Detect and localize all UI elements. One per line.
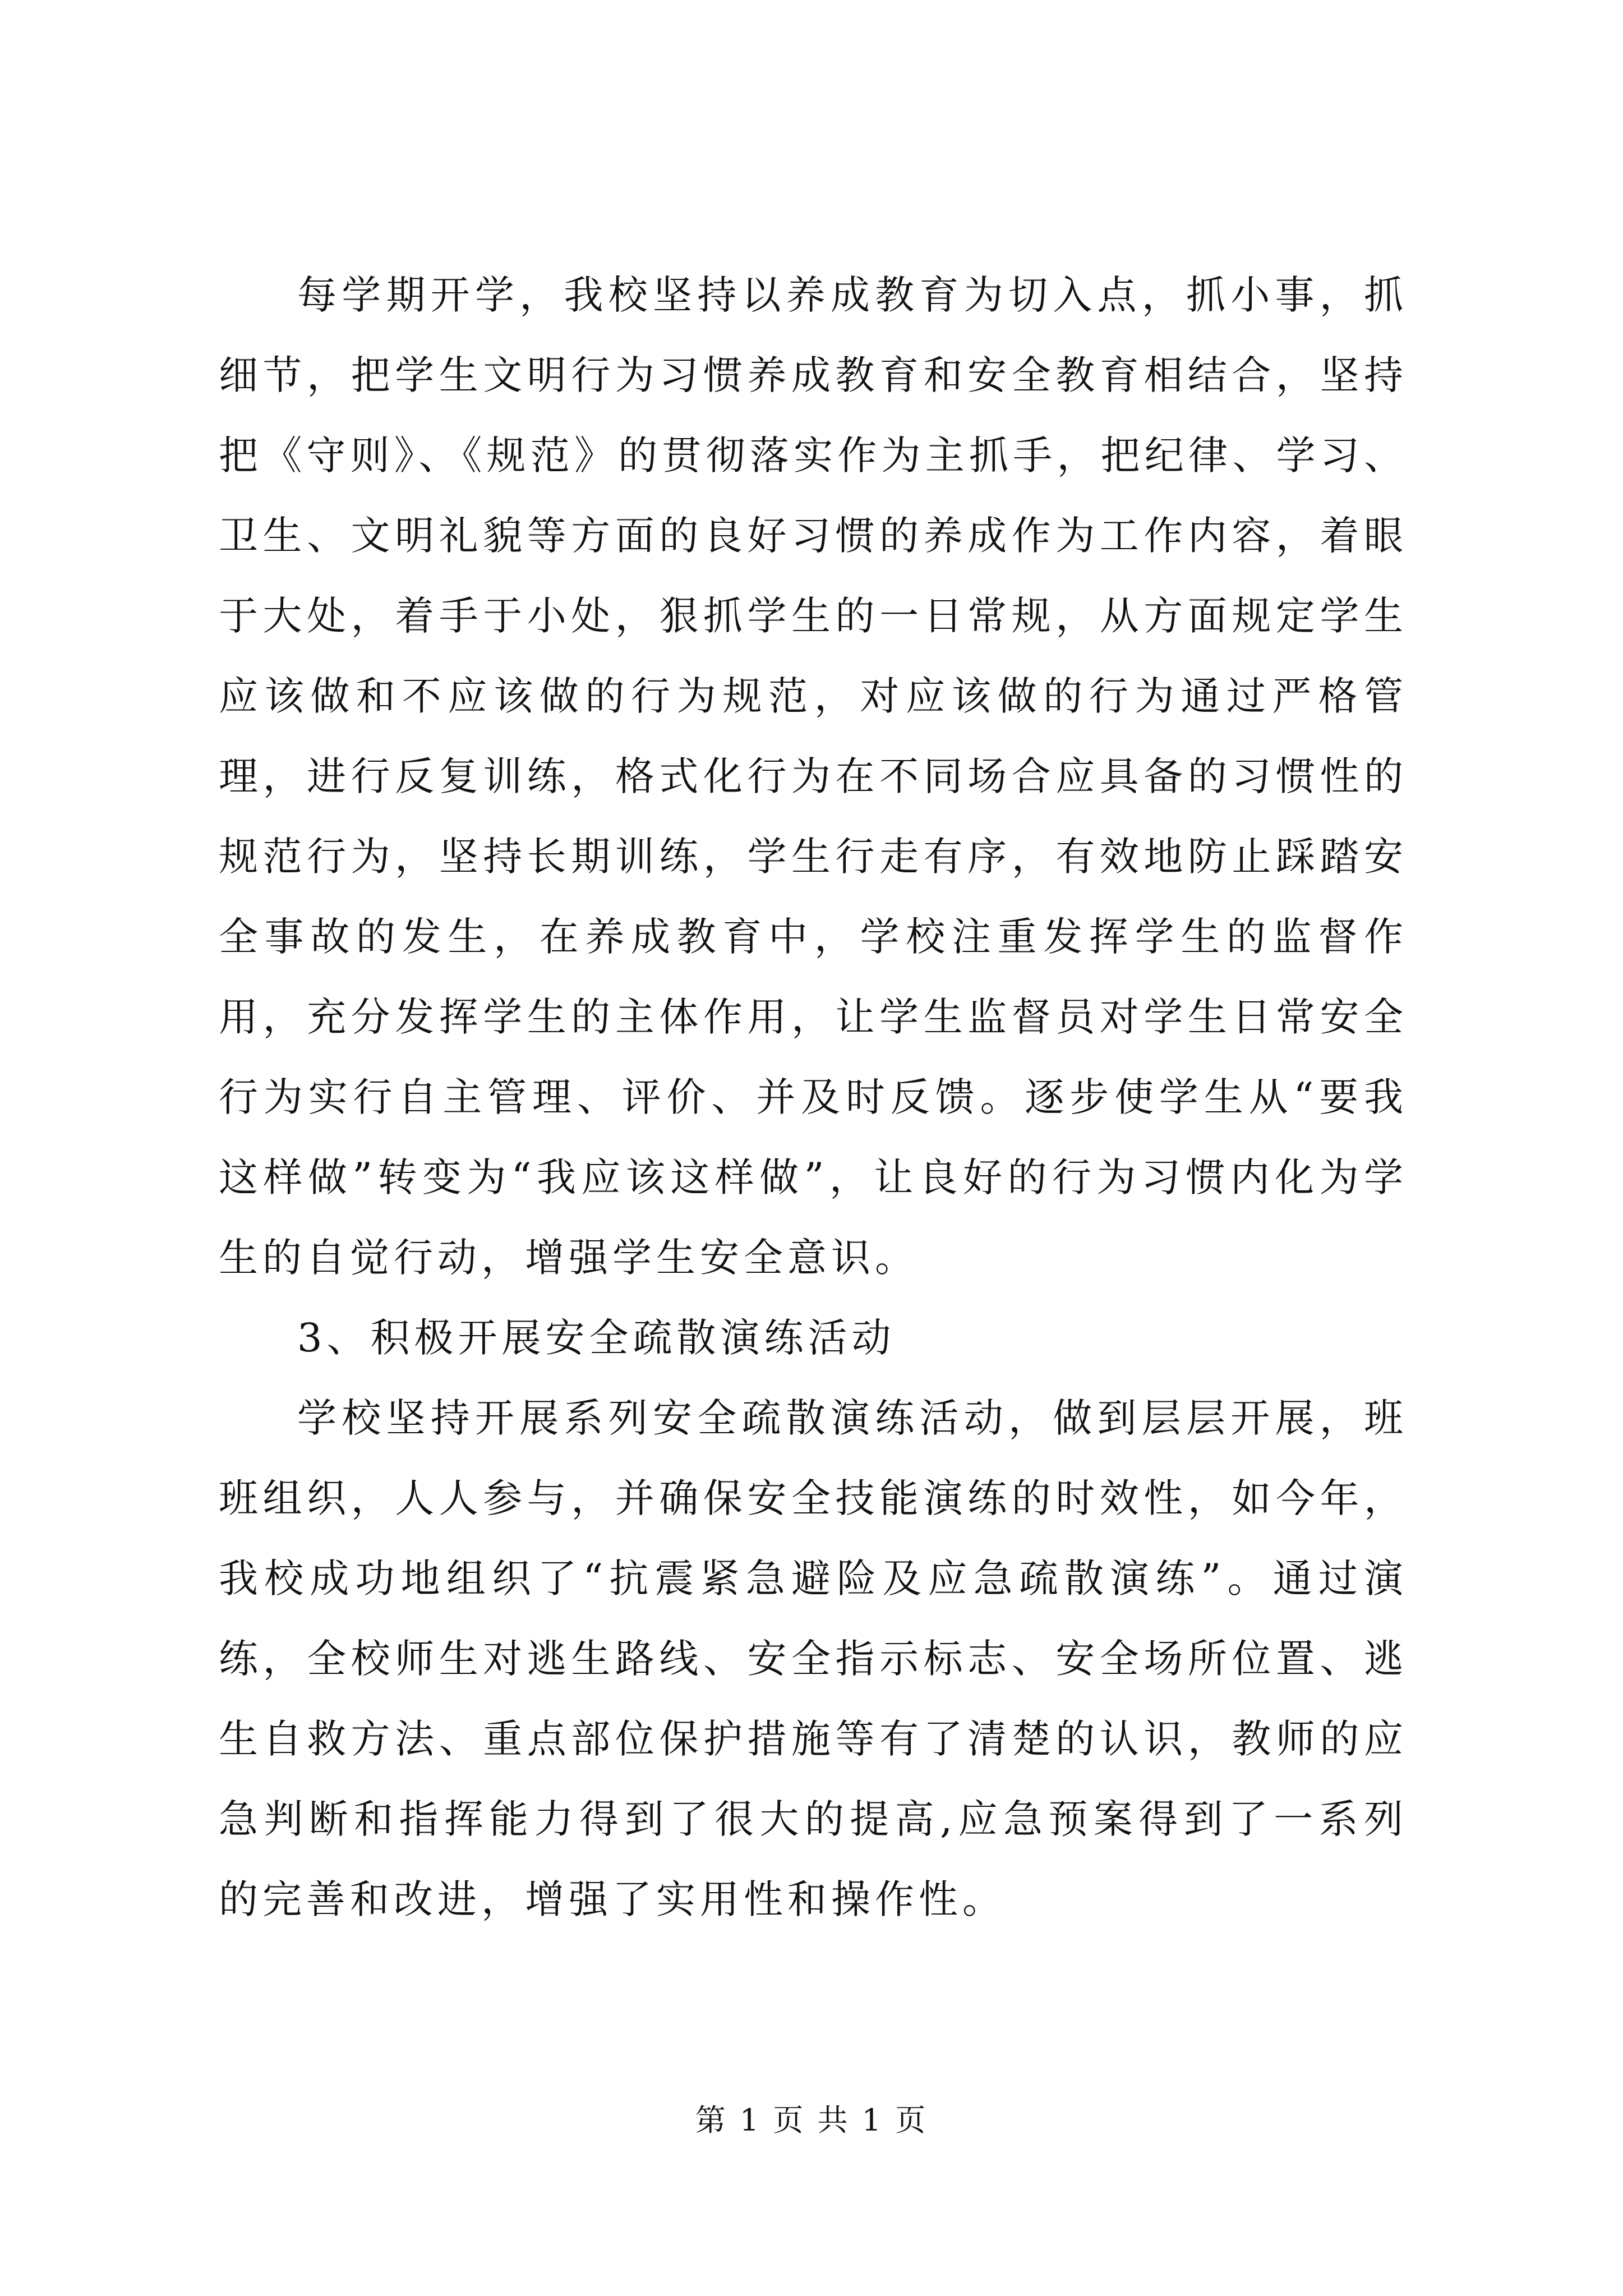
document-body <box>219 255 1408 1940</box>
section-heading: 3、积极开展安全疏散演练活动 <box>297 1315 896 1361</box>
body-paragraph-2: 学校坚持开展系列安全疏散演练活动，做到层层开展，班班组织，人人参与，并确保安全技能演练的时效性，如今年，我校成功地组织了“抗震紧急避险及应急疏散演练”。通过演练，全校师生对逃生路线、安全指示标志、安全场所位置、逃生自救方法、重点部位保护措施等有了清楚的认识，教师的应急判断和指挥能力得到了很大的提高,应急预案得到了一系列的完善和改进，增强了实用性和操作性。 <box>219 1395 1408 1922</box>
body-paragraph-1: 每学期开学，我校坚持以养成教育为切入点，抓小事，抓细节，把学生文明行为习惯养成教育和安全教育相结合，坚持把《守则》、《规范》的贯彻落实作为主抓手，把纪律、学习、卫生、文明礼貌等方面的良好习惯的养成作为工作内容，着眼于大处，着手于小处，狠抓学生的一日常规，从方面规定学生应该做和不应该做的行为规范，对应该做的行为通过严格管理，进行反复训练，格式化行为在不同场合应具备的习惯性的规范行为，坚持长期训练，学生行走有序，有效地防止踩踏安全事故的发生，在养成教育中，学校注重发挥学生的监督作用，充分发挥学生的主体作用，让学生监督员对学生日常安全行为实行自主管理、评价、并及时反馈。逐步使学生从“要我这样做”转变为“我应该这样做”，让良好的行为习惯内化为学生的自觉行动，增强学生安全意识。 <box>219 272 1408 1281</box>
page-footer: 第 1 页 共 1 页 <box>695 2102 928 2138</box>
